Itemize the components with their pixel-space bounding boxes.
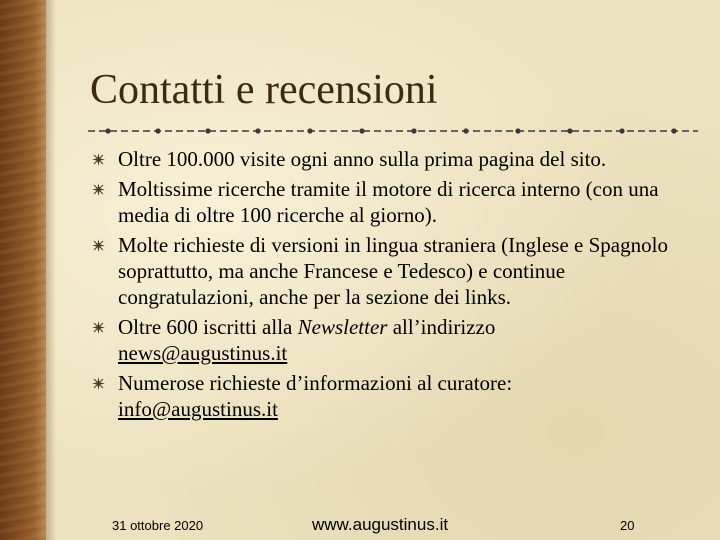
bullet-text: Moltissime ricerche tramite il motore di ricerca interno (con una media di oltre 100 ricerche al giorno). [118, 177, 659, 227]
wood-texture-strip [0, 0, 46, 540]
bullet-text: Oltre 100.000 visite ogni anno sulla prima pagina del sito. [118, 147, 607, 171]
bullet-item [92, 176, 692, 228]
footer-url: www.augustinus.it [312, 515, 449, 534]
bullet-item [92, 232, 692, 310]
newsletter-email-link[interactable]: news@augustinus.it [118, 341, 288, 365]
newsletter-emphasis: Newsletter [297, 315, 388, 339]
bullet-item [92, 370, 692, 422]
bullet-text: all’indirizzo [387, 315, 496, 339]
cross-bullet-icon [92, 183, 105, 196]
cross-bullet-icon [92, 239, 105, 252]
bullet-text: Oltre 600 iscritti alla [118, 315, 298, 339]
title-divider [88, 126, 698, 136]
curator-email-link[interactable]: info@augustinus.it [118, 397, 278, 421]
bullet-text: Molte richieste di versioni in lingua straniera (Inglese e Spagnolo soprattutto, ma anche Francese e Tedesco) e continue congratulazioni, anche per la sezione dei links. [118, 233, 668, 309]
bullet-item [92, 146, 692, 172]
footer-date: 31 ottobre 2020 [112, 518, 204, 533]
cross-bullet-icon [92, 321, 105, 334]
slide-title: Contatti e recensioni [90, 67, 438, 113]
cross-bullet-icon [92, 153, 105, 166]
bullet-list [92, 146, 692, 426]
cross-bullet-icon [92, 377, 105, 390]
bullet-text: Numerose richieste d’informazioni al curatore: [118, 371, 513, 395]
bullet-item [92, 314, 692, 366]
slide-number: 20 [620, 518, 635, 533]
